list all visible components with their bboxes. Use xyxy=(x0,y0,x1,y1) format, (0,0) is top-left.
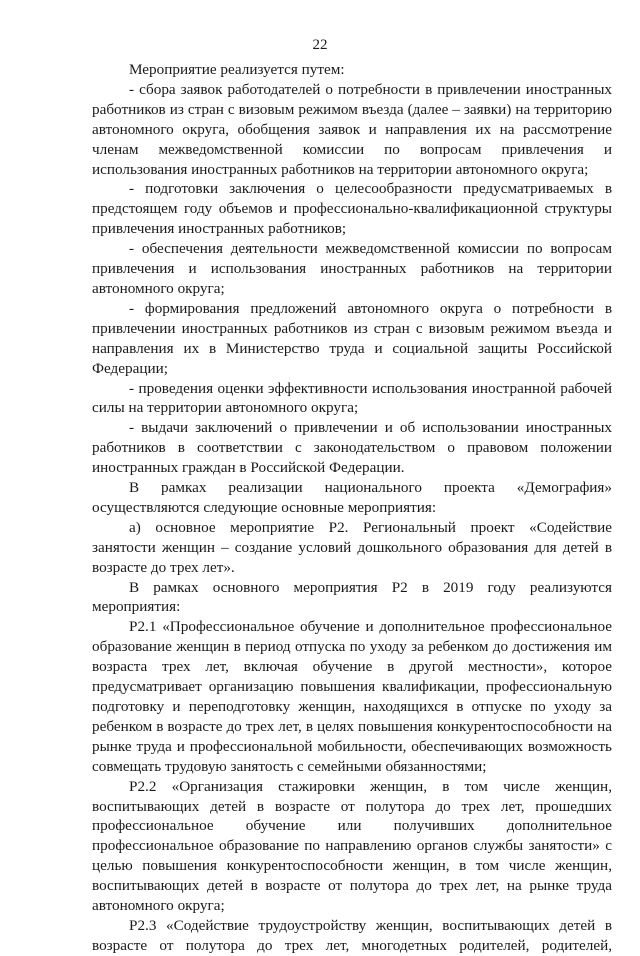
paragraph-measure-p2-2: Р2.2 «Организация стажировки женщин, в том числе женщин, воспитывающих детей в возрасте от полутора до трех лет, прошедших профессиональное обучение или получивших дополнительное профессиональное образование по направлению органов службы занятости» с целью повышения конкурентоспособности женщин, в том числе женщин, воспитывающих детей в возрасте от полутора до трех лет, на рынке труда автономного округа; xyxy=(92,777,612,915)
paragraph-list-item: - формирования предложений автономного округа о потребности в привлечении иностранных работников из стран с визовым режимом въезда и направления их в Министерство труда и социальной защиты Российской Федерации; xyxy=(92,299,612,377)
page-number: 22 xyxy=(312,37,328,53)
paragraph-intro: Мероприятие реализуется путем: xyxy=(129,61,345,78)
paragraph-list-item: - подготовки заключения о целесообразности предусматриваемых в предстоящем году объемов и профессионально-квалификационной структуры привлечения иностранных работников; xyxy=(92,180,612,238)
paragraph: а) основное мероприятие Р2. Региональный проект «Содействие занятости женщин – создание условий дошкольного образования для детей в возрасте до трех лет». xyxy=(92,518,612,576)
paragraph: В рамках реализации национального проекта «Демография» осуществляются следующие основные мероприятия: xyxy=(92,479,612,516)
paragraph: В рамках основного мероприятия Р2 в 2019 году реализуются мероприятия: xyxy=(92,578,612,616)
paragraph-list-item: - сбора заявок работодателей о потребности в привлечении иностранных работников из стран с визовым режимом въезда (далее – заявки) на территорию автономного округа, обобщения заявок и направления их на рассмотрение членам межведомственной комиссии по вопросам привлечения и использования иностранных работников на территории автономного округа; xyxy=(92,80,612,178)
paragraph-measure-p2-3: Р2.3 «Содействие трудоустройству женщин, воспитывающих детей в возрасте от полутора до трех лет, многодетных родителей, родителей, xyxy=(92,916,612,954)
paragraph-measure-p2-1: Р2.1 «Профессиональное обучение и дополнительное профессиональное образование женщин в период отпуска по уходу за ребенком до достижения им возраста трех лет, включая обучение в другой местности», которое предусматривает организацию повышения квалификации, профессиональную подготовку и переподготовку женщин, находящихся в отпуске по уходу за ребенком в возрасте до трех лет, в целях повышения конкурентоспособности на рынке труда и профессиональной мобильности, обеспечивающих возможность совмещать трудовую занятость с семейными обязанностями; xyxy=(92,618,612,775)
paragraph-list-item: - обеспечения деятельности межведомственной комиссии по вопросам привлечения и использования иностранных работников на территории автономного округа; xyxy=(92,240,612,297)
page-body xyxy=(92,60,612,956)
paragraph-list-item: - проведения оценки эффективности использования иностранной рабочей силы на территории автономного округа; xyxy=(92,379,612,417)
paragraph-list-item: - выдачи заключений о привлечении и об использовании иностранных работников в соответствии с законодательством о правовом положении иностранных граждан в Российской Федерации. xyxy=(92,419,612,477)
